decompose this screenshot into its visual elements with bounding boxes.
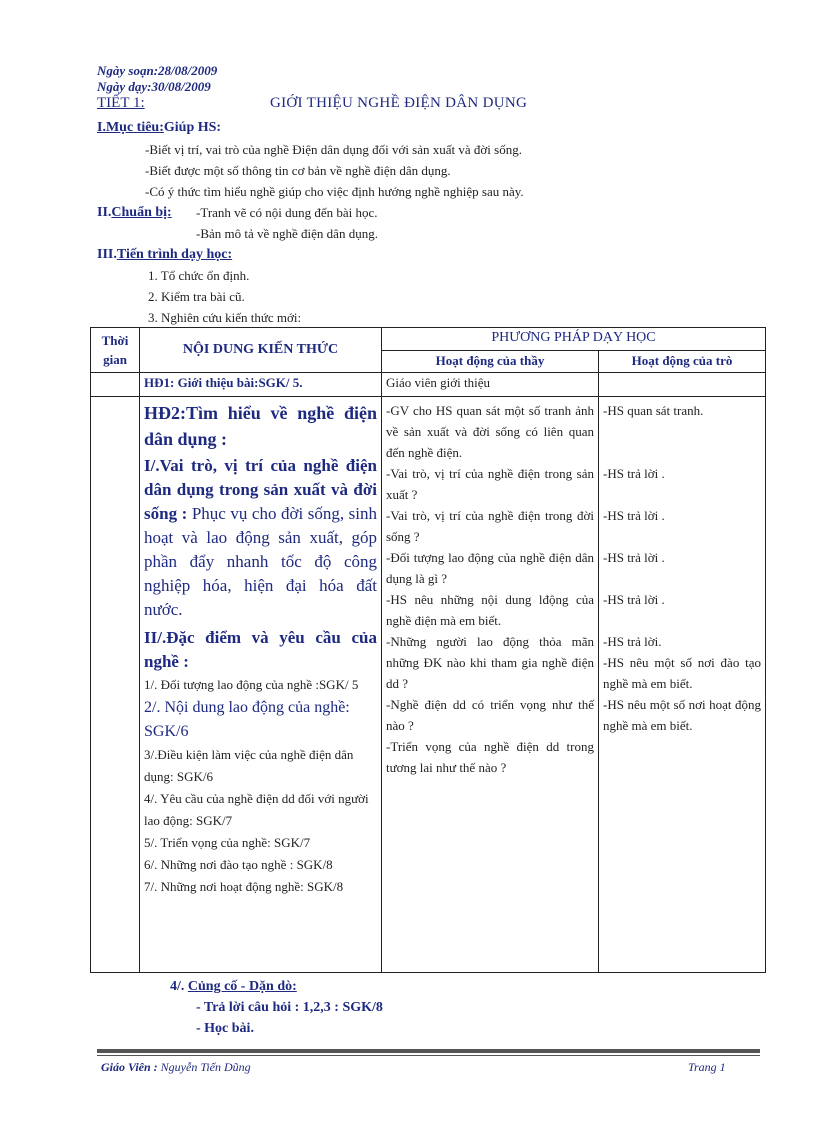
prep-item: -Tranh vẽ có nội dung đến bài học. <box>196 205 378 220</box>
teacher-label: Giáo Viên : <box>101 1060 158 1074</box>
page-number: Trang 1 <box>688 1060 726 1074</box>
student-activity: -HS trả lời . <box>603 466 665 481</box>
sec1-title: I/.Vai trò, vị trí của nghề điện dân dụng trong sản xuất và đời sống : <box>144 456 377 523</box>
content-item: 6/. Những nơi đào tạo nghề : SGK/8 <box>144 857 333 872</box>
teacher-activity: -Những người lao động thỏa mãn những ĐK nào khi tham gia nghề điện dd ? <box>386 634 594 691</box>
sec1-body: Phục vụ cho đời sống, sinh hoạt và lao động sản xuất, góp phần đẩy nhanh tốc độ công nghiệp hóa, hiện đại hóa đất nước. <box>144 504 378 619</box>
table-row <box>91 373 766 397</box>
objectives-label: I.Mục tiêu: <box>97 120 164 135</box>
content-item: 5/. Triển vọng của nghề: SGK/7 <box>144 835 311 850</box>
content-item: 7/. Những nơi hoạt động nghề: SGK/8 <box>144 879 344 894</box>
lesson-title: GIỚI THIỆU NGHỀ ĐIỆN DÂN DỤNG <box>270 95 528 111</box>
content-item: 1/. Đối tượng lao động của nghề :SGK/ 5 <box>144 677 359 692</box>
objective-item: -Có ý thức tìm hiểu nghề giúp cho việc định hướng nghề nghiệp sau này. <box>145 184 524 199</box>
teacher-activity: -HS nêu những nội dung lđộng của nghề điện mà em biết. <box>386 592 594 628</box>
teacher-activity: -GV cho HS quan sát một số tranh ảnh về sản xuất và đời sống có liên quan đến nghề điện. <box>386 403 594 460</box>
lesson-plan-table <box>90 327 766 973</box>
teach-date: Ngày dạy:30/08/2009 <box>97 79 211 94</box>
teacher-activity: -Vai trò, vị trí của nghề điện trong đời sống ? <box>386 508 594 544</box>
objective-item: -Biết vị trí, vai trò của nghề Điện dân dụng đối với sản xuất và đời sống. <box>145 142 522 157</box>
teacher-activity: -Đối tượng lao động của nghề điện dân dụng là gì ? <box>386 550 594 586</box>
time-cell <box>91 397 140 973</box>
consolidation-item: - Học bài. <box>196 1021 254 1036</box>
teacher-activity: -Nghề điện dd có triển vọng như thế nào ? <box>386 697 594 733</box>
col-student-header: Hoạt động của trò <box>599 351 766 373</box>
student-activity: -HS trả lời . <box>603 508 665 523</box>
prep-prefix: II. <box>97 205 112 220</box>
footer-rule-thin <box>97 1055 760 1056</box>
consolidation-heading <box>170 979 297 995</box>
col-time-header: Thời gian <box>91 328 140 373</box>
student-activity: -HS quan sát tranh. <box>603 403 704 418</box>
teacher-activity: -Triển vọng của nghề điện dd trong tương lai như thế nào ? <box>386 739 594 775</box>
objective-item: -Biết được một số thông tin cơ bản về nghề điện dân dụng. <box>145 163 451 178</box>
content-item: 2/. Nội dung lao động của nghề: SGK/6 <box>144 699 350 740</box>
process-step: 2. Kiểm tra bài cũ. <box>148 289 245 304</box>
footer-rule <box>97 1049 760 1053</box>
teacher-activity: -Vai trò, vị trí của nghề điện trong sản xuất ? <box>386 466 594 502</box>
consolidation-item: - Trả lời câu hỏi : 1,2,3 : SGK/8 <box>196 1000 383 1015</box>
student-activity: -HS trả lời . <box>603 592 665 607</box>
objectives-tail: Giúp HS: <box>163 120 222 135</box>
student-activity: -HS nêu một số nơi đào tạo nghề mà em biết. <box>603 655 762 691</box>
process-prefix: III. <box>97 247 117 262</box>
hd1-student <box>599 373 766 397</box>
hd2-content <box>140 397 382 973</box>
consolidation-prefix: 4/. <box>170 979 185 994</box>
process-step: 3. Nghiên cứu kiến thức mới: <box>148 310 302 325</box>
objectives-heading <box>97 120 221 136</box>
student-activity: -HS nêu một số nơi hoạt động nghề mà em biết. <box>603 697 762 733</box>
process-label: Tiến trình dạy học: <box>116 247 233 262</box>
hd1-content: HĐ1: Giới thiệu bài:SGK/ 5. <box>140 373 382 397</box>
col-method-header: PHƯƠNG PHÁP DẠY HỌC <box>382 328 766 351</box>
content-item: 4/. Yêu cầu của nghề điện dd đối với người lao động: SGK/7 <box>144 791 369 828</box>
student-activity: -HS trả lời. <box>603 634 662 649</box>
prep-heading <box>97 205 172 221</box>
col-teacher-header: Hoạt động của thầy <box>382 351 599 373</box>
consolidation-label: Củng cố - Dặn dò: <box>187 979 297 994</box>
teacher-signature: Nguyễn Tiến Dũng <box>160 1060 251 1074</box>
time-cell <box>91 373 140 397</box>
hd1-teacher: Giáo viên giới thiệu <box>382 373 599 397</box>
student-activity: -HS trả lời . <box>603 550 665 565</box>
table-header-row <box>91 328 766 351</box>
content-item: 3/.Điều kiện làm việc của nghề điện dân dụng: SGK/6 <box>144 747 354 784</box>
col-content-header: NỘI DUNG KIẾN THỨC <box>140 328 382 373</box>
table-row <box>91 397 766 973</box>
teacher-activities <box>382 397 599 973</box>
teacher-credit <box>101 1060 251 1075</box>
student-activities <box>599 397 766 973</box>
sec1-block <box>144 454 377 622</box>
lesson-number: TIẾT 1: <box>97 95 145 111</box>
prep-date: Ngày soạn:28/08/2009 <box>97 63 218 78</box>
hd2-title: HĐ2:Tìm hiểu về nghề điện dân dụng : <box>144 403 377 449</box>
prep-item: -Bản mô tả về nghề điện dân dụng. <box>196 226 378 241</box>
process-heading <box>97 247 232 263</box>
process-step: 1. Tổ chức ổn định. <box>148 268 250 283</box>
sec2-title: II/.Đặc điểm và yêu cầu của nghề : <box>144 628 377 671</box>
prep-label: Chuẩn bị: <box>111 205 172 220</box>
